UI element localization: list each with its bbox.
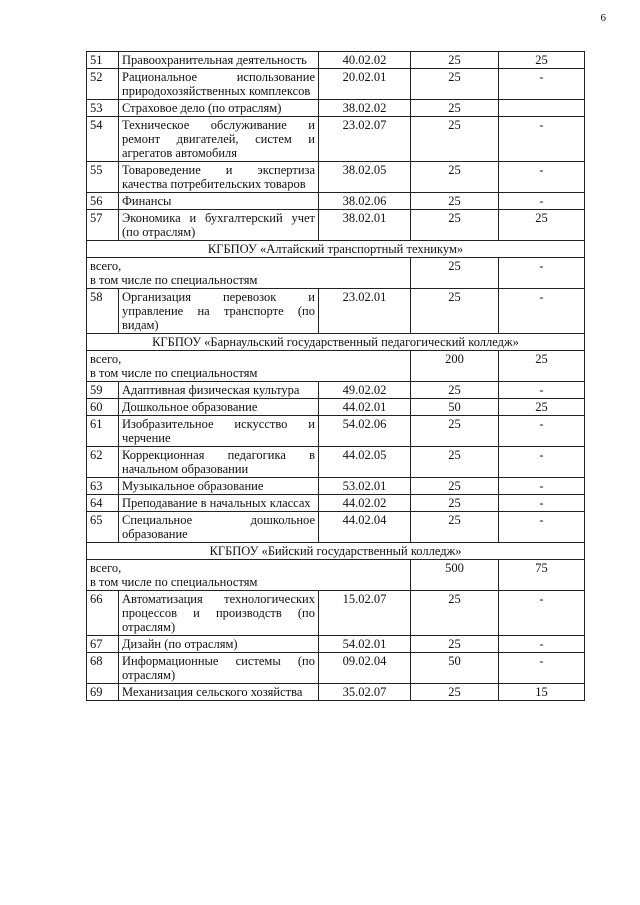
value-1: 25 xyxy=(411,478,499,495)
specialty-code: 38.02.05 xyxy=(319,162,411,193)
value-2: - xyxy=(499,117,585,162)
specialty-code: 20.02.01 xyxy=(319,69,411,100)
row-number: 67 xyxy=(87,636,119,653)
row-number: 66 xyxy=(87,591,119,636)
specialty-code: 35.02.07 xyxy=(319,684,411,701)
specialty-name: Дизайн (по отраслям) xyxy=(119,636,319,653)
total-value-2: 25 xyxy=(499,351,585,382)
table-row xyxy=(87,69,585,100)
total-label xyxy=(87,351,411,382)
specialty-code: 38.02.06 xyxy=(319,193,411,210)
specialty-name: Товароведение и экспертиза качества потребительских товаров xyxy=(119,162,319,193)
admission-plan-table xyxy=(86,51,585,701)
value-2: 25 xyxy=(499,210,585,241)
value-1: 25 xyxy=(411,52,499,69)
table-row xyxy=(87,382,585,399)
table-row xyxy=(87,100,585,117)
total-value-1: 25 xyxy=(411,258,499,289)
total-label xyxy=(87,560,411,591)
value-2: - xyxy=(499,495,585,512)
value-1: 25 xyxy=(411,495,499,512)
row-number: 69 xyxy=(87,684,119,701)
value-1: 25 xyxy=(411,416,499,447)
value-2: - xyxy=(499,162,585,193)
specialty-code: 53.02.01 xyxy=(319,478,411,495)
specialty-code: 44.02.04 xyxy=(319,512,411,543)
table-row xyxy=(87,289,585,334)
table-row xyxy=(87,52,585,69)
table-row xyxy=(87,591,585,636)
value-2: - xyxy=(499,636,585,653)
value-1: 50 xyxy=(411,399,499,416)
total-label-line2: в том числе по специальностям xyxy=(90,366,258,380)
table-row xyxy=(87,162,585,193)
college-header-row xyxy=(87,241,585,258)
value-1: 25 xyxy=(411,591,499,636)
row-number: 61 xyxy=(87,416,119,447)
value-2 xyxy=(499,100,585,117)
college-name: КГБПОУ «Алтайский транспортный техникум» xyxy=(87,241,585,258)
value-2: 25 xyxy=(499,52,585,69)
value-1: 25 xyxy=(411,117,499,162)
college-header-row xyxy=(87,543,585,560)
row-number: 60 xyxy=(87,399,119,416)
table-row xyxy=(87,512,585,543)
specialty-name: Рациональное использование природохозяйственных комплексов xyxy=(119,69,319,100)
table-body xyxy=(87,52,585,701)
value-1: 25 xyxy=(411,100,499,117)
row-number: 54 xyxy=(87,117,119,162)
specialty-code: 44.02.02 xyxy=(319,495,411,512)
value-2: - xyxy=(499,512,585,543)
value-2: - xyxy=(499,478,585,495)
value-1: 50 xyxy=(411,653,499,684)
row-number: 64 xyxy=(87,495,119,512)
value-1: 25 xyxy=(411,684,499,701)
specialty-name: Экономика и бухгалтерский учет (по отраслям) xyxy=(119,210,319,241)
value-2: - xyxy=(499,289,585,334)
total-label-line2: в том числе по специальностям xyxy=(90,575,258,589)
specialty-name: Адаптивная физическая культура xyxy=(119,382,319,399)
specialty-name: Музыкальное образование xyxy=(119,478,319,495)
value-2: - xyxy=(499,591,585,636)
value-1: 25 xyxy=(411,162,499,193)
college-name: КГБПОУ «Бийский государственный колледж» xyxy=(87,543,585,560)
total-label-line1: всего, xyxy=(90,259,122,273)
table-row xyxy=(87,210,585,241)
total-row xyxy=(87,560,585,591)
value-1: 25 xyxy=(411,193,499,210)
specialty-code: 54.02.01 xyxy=(319,636,411,653)
total-row xyxy=(87,258,585,289)
row-number: 65 xyxy=(87,512,119,543)
specialty-code: 09.02.04 xyxy=(319,653,411,684)
value-2: - xyxy=(499,653,585,684)
table-row xyxy=(87,636,585,653)
specialty-name: Организация перевозок и управление на транспорте (по видам) xyxy=(119,289,319,334)
row-number: 57 xyxy=(87,210,119,241)
total-label-line1: всего, xyxy=(90,561,122,575)
specialty-name: Информационные системы (по отраслям) xyxy=(119,653,319,684)
row-number: 56 xyxy=(87,193,119,210)
specialty-code: 40.02.02 xyxy=(319,52,411,69)
row-number: 59 xyxy=(87,382,119,399)
specialty-name: Коррекционная педагогика в начальном образовании xyxy=(119,447,319,478)
value-2: - xyxy=(499,69,585,100)
table-row xyxy=(87,193,585,210)
specialty-code: 38.02.02 xyxy=(319,100,411,117)
value-1: 25 xyxy=(411,289,499,334)
value-1: 25 xyxy=(411,382,499,399)
specialty-code: 23.02.01 xyxy=(319,289,411,334)
value-1: 25 xyxy=(411,636,499,653)
total-label-line2: в том числе по специальностям xyxy=(90,273,258,287)
row-number: 62 xyxy=(87,447,119,478)
row-number: 55 xyxy=(87,162,119,193)
value-1: 25 xyxy=(411,69,499,100)
value-2: - xyxy=(499,382,585,399)
specialty-name: Специальное дошкольное образование xyxy=(119,512,319,543)
table-row xyxy=(87,653,585,684)
specialty-name: Дошкольное образование xyxy=(119,399,319,416)
row-number: 51 xyxy=(87,52,119,69)
specialty-name: Преподавание в начальных классах xyxy=(119,495,319,512)
row-number: 53 xyxy=(87,100,119,117)
total-value-1: 200 xyxy=(411,351,499,382)
row-number: 52 xyxy=(87,69,119,100)
college-name: КГБПОУ «Барнаульский государственный педагогический колледж» xyxy=(87,334,585,351)
table-row xyxy=(87,416,585,447)
row-number: 58 xyxy=(87,289,119,334)
total-value-2: - xyxy=(499,258,585,289)
college-header-row xyxy=(87,334,585,351)
row-number: 68 xyxy=(87,653,119,684)
value-2: 15 xyxy=(499,684,585,701)
value-2: - xyxy=(499,193,585,210)
specialty-name: Механизация сельского хозяйства xyxy=(119,684,319,701)
value-2: - xyxy=(499,447,585,478)
table-row xyxy=(87,478,585,495)
specialty-code: 44.02.01 xyxy=(319,399,411,416)
specialty-name: Автоматизация технологических процессов и производств (по отраслям) xyxy=(119,591,319,636)
value-2: 25 xyxy=(499,399,585,416)
specialty-name: Техническое обслуживание и ремонт двигателей, систем и агрегатов автомобиля xyxy=(119,117,319,162)
specialty-code: 49.02.02 xyxy=(319,382,411,399)
total-label xyxy=(87,258,411,289)
specialty-name: Финансы xyxy=(119,193,319,210)
table-row xyxy=(87,399,585,416)
specialty-name: Изобразительное искусство и черчение xyxy=(119,416,319,447)
value-1: 25 xyxy=(411,512,499,543)
value-2: - xyxy=(499,416,585,447)
table-row xyxy=(87,447,585,478)
specialty-name: Правоохранительная деятельность xyxy=(119,52,319,69)
specialty-code: 38.02.01 xyxy=(319,210,411,241)
total-value-2: 75 xyxy=(499,560,585,591)
table-row xyxy=(87,684,585,701)
value-1: 25 xyxy=(411,447,499,478)
total-value-1: 500 xyxy=(411,560,499,591)
total-row xyxy=(87,351,585,382)
specialty-code: 44.02.05 xyxy=(319,447,411,478)
table-row xyxy=(87,495,585,512)
specialty-name: Страховое дело (по отраслям) xyxy=(119,100,319,117)
specialty-code: 54.02.06 xyxy=(319,416,411,447)
table-row xyxy=(87,117,585,162)
value-1: 25 xyxy=(411,210,499,241)
total-label-line1: всего, xyxy=(90,352,122,366)
page-number: 6 xyxy=(600,12,606,24)
row-number: 63 xyxy=(87,478,119,495)
specialty-code: 15.02.07 xyxy=(319,591,411,636)
specialty-code: 23.02.07 xyxy=(319,117,411,162)
